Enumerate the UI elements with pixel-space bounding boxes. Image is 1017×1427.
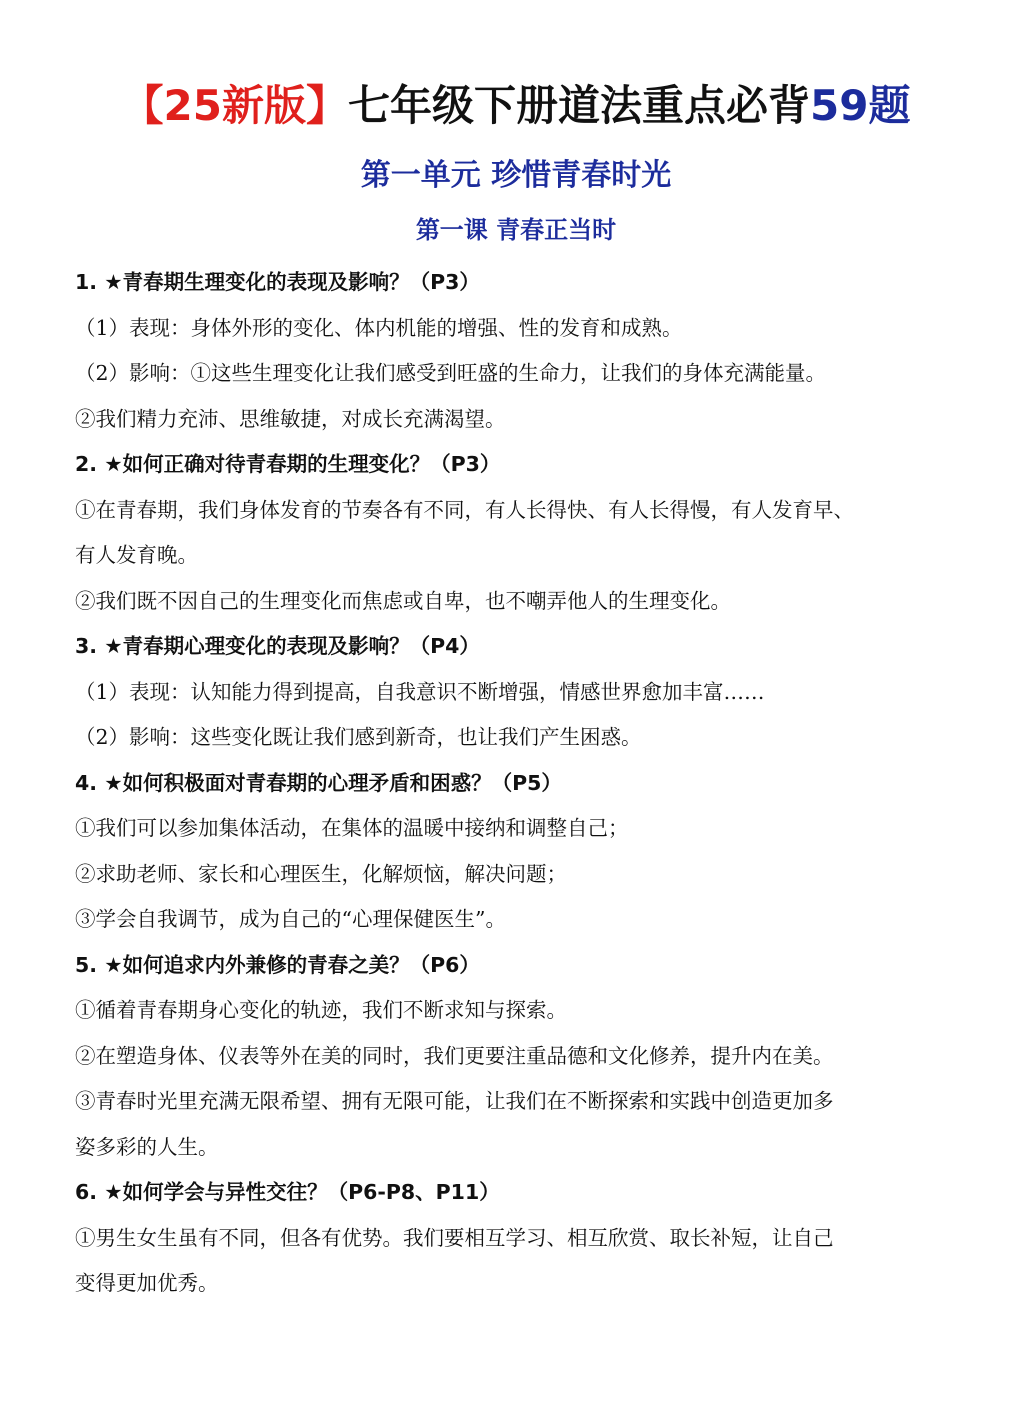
answer-line: ①我们可以参加集体活动，在集体的温暖中接纳和调整自己； bbox=[75, 816, 629, 840]
question-title: 1. ★青春期生理变化的表现及影响？（P3） bbox=[75, 270, 480, 294]
question-6 bbox=[75, 1170, 957, 1307]
answer-line: ②求助老师、家长和心理医生，化解烦恼，解决问题； bbox=[75, 861, 567, 886]
answer-line: 变得更加优秀。 bbox=[75, 1271, 219, 1295]
lesson-heading: 第一课 青春正当时 bbox=[415, 216, 617, 244]
question-title: 5. ★如何追求内外兼修的青春之美？（P6） bbox=[75, 952, 480, 977]
answer-line: ①在青春期，我们身体发育的节奏各有不同，有人长得快、有人长得慢，有人发育早、 bbox=[75, 497, 854, 522]
question-3 bbox=[75, 624, 957, 761]
answer-line: （1）表现：身体外形的变化、体内机能的增强、性的发育和成熟。 bbox=[75, 315, 683, 340]
question-list bbox=[75, 260, 957, 1307]
question-5 bbox=[75, 943, 957, 1171]
title-edition-tag: 【25新版】 bbox=[121, 81, 348, 130]
question-1 bbox=[75, 260, 957, 442]
answer-line: ②我们既不因自己的生理变化而焦虑或自卑，也不嘲弄他人的生理变化。 bbox=[75, 588, 731, 613]
unit-heading: 第一单元 珍惜青春时光 bbox=[360, 158, 672, 193]
answer-line: （2）影响：这些变化既让我们感到新奇，也让我们产生困惑。 bbox=[75, 725, 642, 749]
question-title: 2. ★如何正确对待青春期的生理变化？（P3） bbox=[75, 452, 501, 476]
answer-line: （2）影响：①这些生理变化让我们感受到旺盛的生命力，让我们的身体充满能量。 bbox=[75, 361, 827, 385]
answer-line: ③青春时光里充满无限希望、拥有无限可能，让我们在不断探索和实践中创造更加多 bbox=[75, 1089, 834, 1113]
title-main-text: 七年级下册道法重点必背 bbox=[347, 81, 810, 130]
answer-line: ②在塑造身体、仪表等外在美的同时，我们更要注重品德和文化修养，提升内在美。 bbox=[75, 1043, 834, 1068]
question-title: 3. ★青春期心理变化的表现及影响？（P4） bbox=[75, 634, 480, 658]
question-title: 4. ★如何积极面对青春期的心理矛盾和困惑？（P5） bbox=[75, 770, 562, 795]
answer-line: ①循着青春期身心变化的轨迹，我们不断求知与探索。 bbox=[75, 998, 567, 1022]
document-title bbox=[75, 76, 957, 136]
question-title: 6. ★如何学会与异性交往？（P6-P8、P11） bbox=[75, 1180, 500, 1204]
answer-line: ③学会自我调节，成为自己的“心理保健医生”。 bbox=[75, 907, 506, 931]
question-2 bbox=[75, 442, 957, 624]
answer-line: 姿多彩的人生。 bbox=[75, 1134, 219, 1159]
title-question-count: 59题 bbox=[810, 81, 911, 130]
question-4 bbox=[75, 761, 957, 943]
answer-line: ①男生女生虽有不同，但各有优势。我们要相互学习、相互欣赏、取长补短，让自己 bbox=[75, 1225, 834, 1250]
answer-line: ②我们精力充沛、思维敏捷，对成长充满渴望。 bbox=[75, 406, 506, 431]
answer-line: （1）表现：认知能力得到提高，自我意识不断增强，情感世界愈加丰富…… bbox=[75, 679, 765, 704]
answer-line: 有人发育晚。 bbox=[75, 543, 198, 567]
